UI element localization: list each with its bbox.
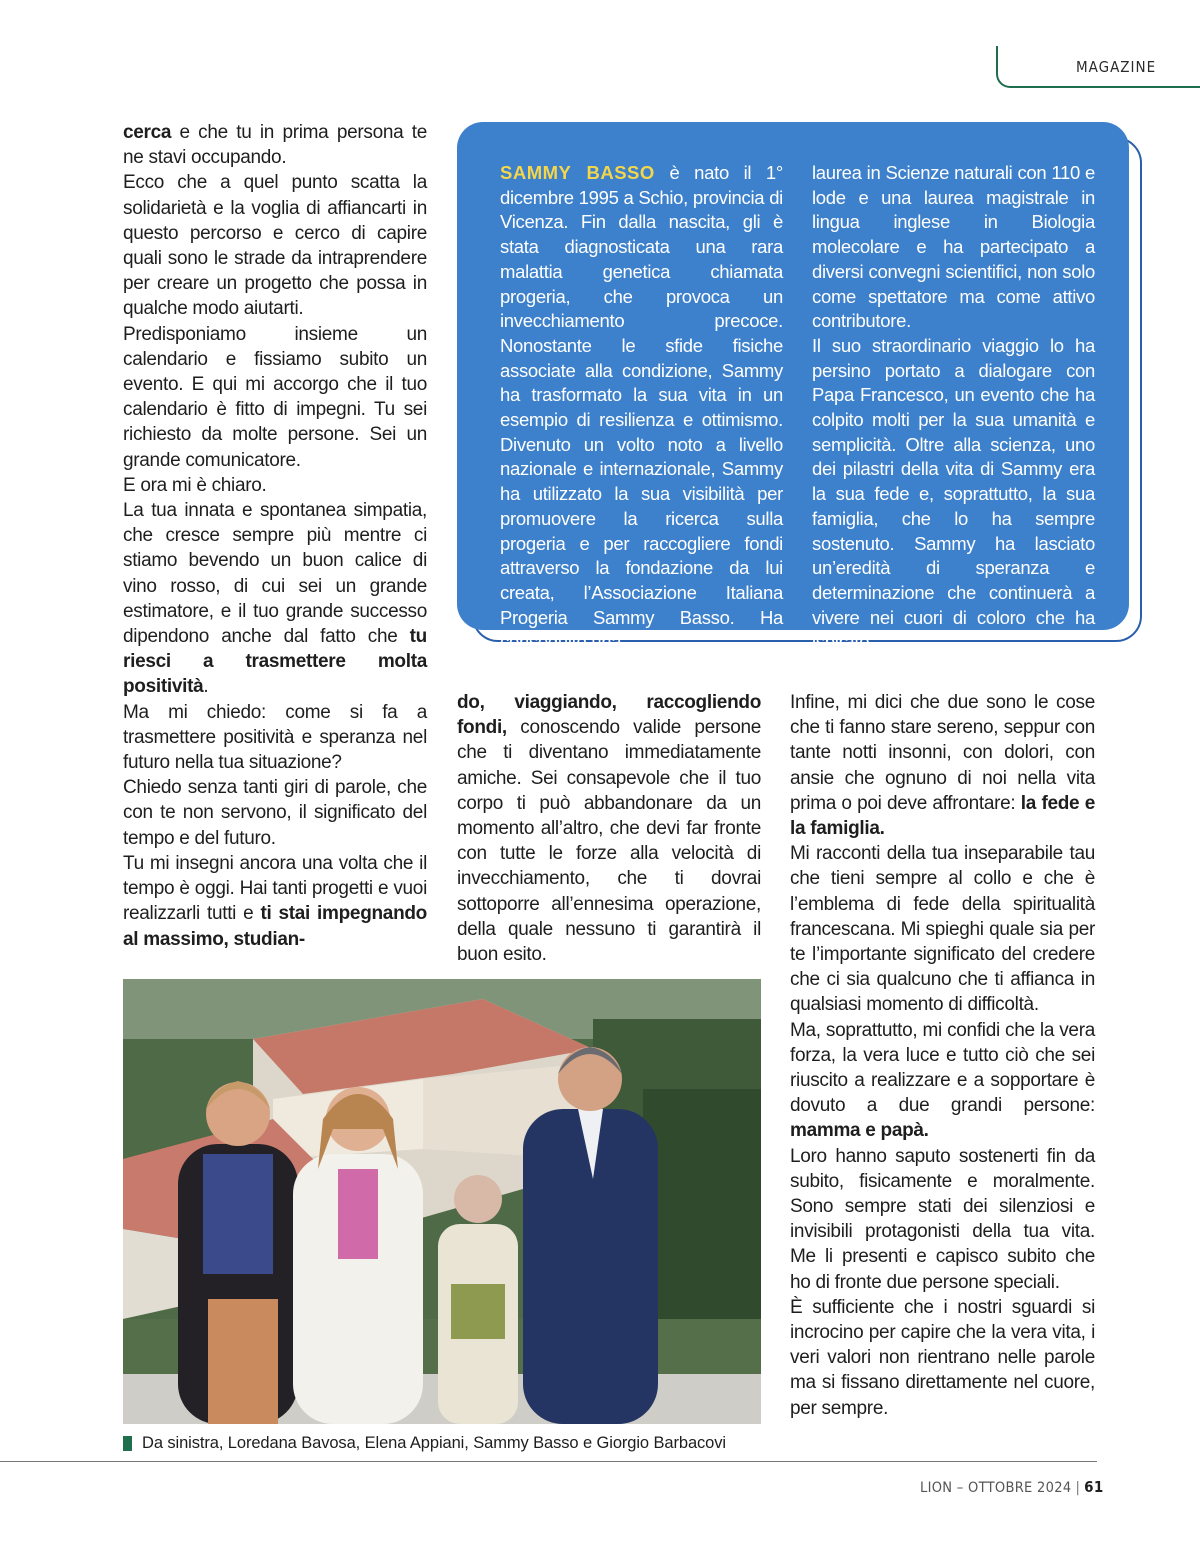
info-paragraph <box>500 161 783 655</box>
bold-text: do, viaggiando, raccogliendo fondi, <box>457 692 761 739</box>
bold-text: ti stai impegnando al massimo, studian- <box>123 903 427 950</box>
paragraph <box>457 690 761 967</box>
bold-text: mamma e papà. <box>790 1120 929 1142</box>
paragraph <box>123 851 427 952</box>
page-footer <box>920 1478 1104 1496</box>
article-column-2 <box>457 690 761 967</box>
info-paragraph: Il suo straordinario viaggio lo ha persino portato a dialogare con Papa Francesco, un evento che ha colpito molti per la sua umanità e semplicità. Oltre alla scienza, uno dei pilastri della vita di Sammy era la sua fede e, soprattutto, la sua famiglia, che lo ha sempre sostenuto. Sammy ha lasciato un’eredità di speranza e determinazione che continuerà a vivere nei cuori di coloro che ha ispirato. <box>812 334 1095 653</box>
info-paragraph: laurea in Scienze naturali con 110 e lode e una laurea magistrale in lingua inglese in Biologia molecolare e ha partecipato a diversi convegni scientifici, non solo come spettatore ma come attivo contributore. <box>812 162 1095 332</box>
text: è nato il 1° dicembre 1995 a Schio, provincia di Vicenza. Fin dalla nascita, gli è stata diagnosticata una rara malattia genetica chiamata progeria, che provoca un invecchiamento precoce. Nonostante le sfide fisiche associate alla condizione, Sammy ha trasformato la sua vita in un esempio di resilienza e ottimismo. Divenuto un volto noto a livello nazionale e internazionale, Sammy ha utilizzato la sua visibilità per promuovere la ricerca sulla progeria e per raccogliere fondi attraverso la fondazione da lui creata, l’Associazione Italiana Progeria Sammy Basso. Ha conseguito una <box>500 162 783 653</box>
info-box-column-1 <box>500 161 783 655</box>
photo-caption: Da sinistra, Loredana Bavosa, Elena Appiani, Sammy Basso e Giorgio Barbacovi <box>142 1434 726 1452</box>
paragraph: E ora mi è chiaro. <box>123 474 267 496</box>
article-column-3 <box>790 690 1095 1421</box>
section-label: MAGAZINE <box>1076 58 1157 76</box>
publication-issue: LION – OTTOBRE 2024 <box>920 1480 1072 1496</box>
paragraph <box>790 690 1095 841</box>
paragraph: Ma mi chiedo: come si fa a trasmettere positività e speranza nel futuro nella tua situazione? <box>123 701 427 774</box>
paragraph <box>123 498 427 700</box>
text: La tua innata e spontanea simpatia, che cresce sempre più mentre ci stiamo bevendo un buon calice di vino rosso, di cui sei un grande estimatore, e il tuo grande successo dipendono anche dal fatto che <box>123 500 427 648</box>
paragraph: Predisponiamo insieme un calendario e fissiamo subito un evento. E qui mi accorgo che il tuo calendario è fitto di impegni. Tu sei richiesto da molte persone. Sei un grande comunicatore. <box>123 323 427 471</box>
paragraph <box>123 120 427 170</box>
info-box-name: SAMMY BASSO <box>500 162 655 183</box>
paragraph: Mi racconti della tua inseparabile tau che tieni sempre al collo e che è l’emblema di fede della spiritualità francescana. Mi spieghi quale sia per te l’importante significato del credere che ci sia qualcuno che ti affianca in qualsiasi momento di difficoltà. <box>790 843 1095 1016</box>
bold-text: tu riesci a trasmettere molta positività <box>123 626 427 698</box>
paragraph: Loro hanno saputo sostenerti fin da subito, fisicamente e moralmente. Sono sempre stati dei silenziosi e invisibili protagonisti della tua vita. Me li presenti e capisco subito che ho di fronte due persone speciali. <box>790 1145 1095 1293</box>
footer-rule <box>0 1461 1097 1462</box>
article-column-1 <box>123 120 427 952</box>
text: conoscendo valide persone che ti diventano immediatamente amiche. Sei consapevole che il tuo corpo ti può abbandonare da un momento all’altro, che devi far fronte con tutte le forze alla velocità di invecchiamento, che ti dovrai sottoporre all’ennesima operazione, della quale nessuno ti garantirà il buon esito. <box>457 717 761 966</box>
text: . <box>203 676 209 698</box>
footer-separator: | <box>1075 1480 1081 1496</box>
paragraph: Chiedo senza tanti giri di parole, che con te non servono, il significato del tempo e del futuro. <box>123 777 427 849</box>
group-photo <box>123 979 761 1424</box>
paragraph: Ecco che a quel punto scatta la solidarietà e la voglia di affiancarti in questo percorso e cerco di capire quali sono le strade da intraprendere per creare un progetto che possa in qualche modo aiutarti. <box>123 172 427 320</box>
text: Infine, mi dici che due sono le cose che ti fanno stare sereno, seppur con tante notti insonni, con dolori, con ansie che ognuno di noi nella vita prima o poi deve affrontare: <box>790 692 1095 814</box>
caption-marker <box>123 1436 132 1451</box>
bold-text: cerca <box>123 122 172 143</box>
paragraph: È sufficiente che i nostri sguardi si incrocino per capire che la vera vita, i veri valori non rientrano nelle parole ma si fissano direttamente nel cuore, per sempre. <box>790 1296 1095 1419</box>
info-box-column-2 <box>812 161 1095 655</box>
text: e che tu in prima persona te ne stavi occupando. <box>123 122 427 169</box>
text: Tu mi insegni ancora una volta che il tempo è oggi. Hai tanti progetti e vuoi realizzarli tutti e <box>123 852 427 925</box>
page-number: 61 <box>1084 1478 1104 1496</box>
text: Ma, soprattutto, mi confidi che la vera forza, la vera luce e tutto ciò che sei riuscito a realizzare e a sopportare è dovuto a due grandi persone: <box>790 1019 1095 1117</box>
paragraph <box>790 1018 1095 1144</box>
bold-text: la fede e la famiglia. <box>790 792 1095 840</box>
